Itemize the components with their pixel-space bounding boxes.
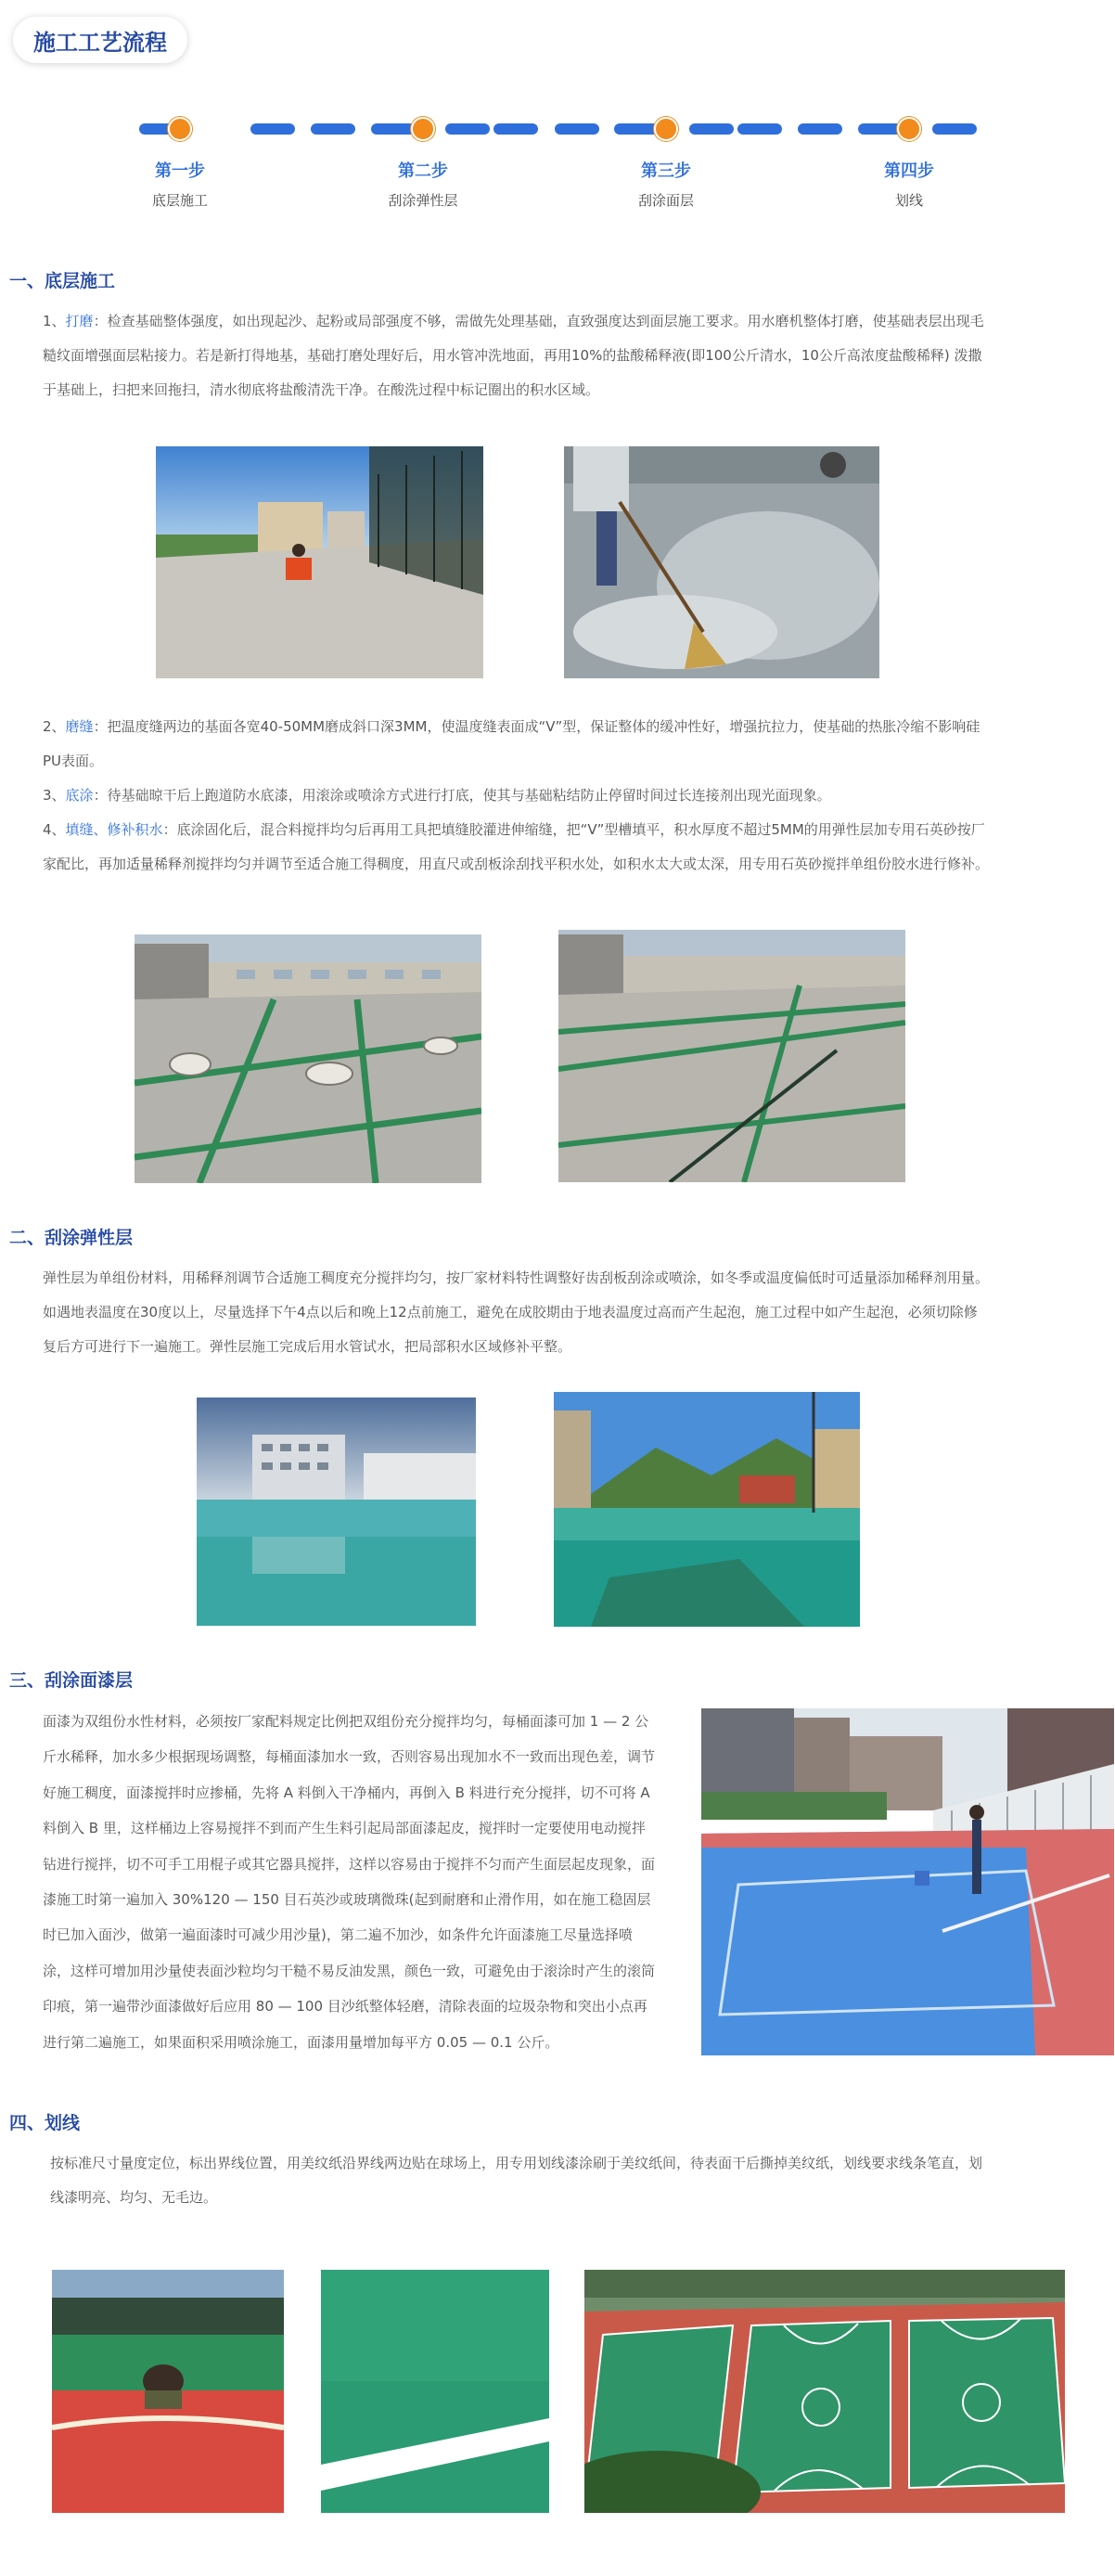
para-label: 填缝、修补积水 <box>65 821 163 838</box>
para-body: ：检查基础整体强度，如出现起沙、起粉或局部强度不够，需做先处理基础，直致强度达到面层施工要求。用水磨机整体打磨，使基础表层出现毛糙纹面增强面层粘接力。若是新打得地基，基础打磨处理好后，用水管冲洗地面，再用10%的盐酸稀释液(即100公斤清水，10公斤高浓度盐酸稀释) 泼撒于基础上，扫把来回拖扫，清水彻底将盐酸清洗干净。在酸洗过程中标记圈出的积水区域。 <box>43 313 984 398</box>
section-1-paragraph-2 <box>43 710 991 779</box>
timeline-dash <box>858 123 903 135</box>
step-3-subtitle: 刮涂面层 <box>637 192 694 209</box>
para-body: ：底涂固化后，混合料搅拌均匀后再用工具把填缝胶灌进伸缩缝，把“V”型槽填平，积水厚度不超过5MM的用弹性层加专用石英砂按厂家配比，再加适量稀释剂搅拌均匀并调节至适合施工得稠度，用直尺或刮板涂刮找平积水处，如积水太大或太深，用专用石英砂搅拌单组份胶水进行修补。 <box>43 821 990 872</box>
para-label: 打磨 <box>65 313 94 329</box>
section-1-title: 一、底层施工 <box>9 271 116 291</box>
para-label: 磨缝 <box>65 718 94 735</box>
step-4-title: 第四步 <box>884 161 934 181</box>
para-prefix: 3、 <box>43 787 66 804</box>
para-prefix: 2、 <box>43 718 66 735</box>
para-prefix: 4、 <box>43 821 66 838</box>
timeline-dash <box>445 123 490 135</box>
top-coat-photo <box>701 1708 1114 2055</box>
timeline-dash <box>932 123 977 135</box>
step-2-subtitle: 刮涂弹性层 <box>388 192 458 209</box>
timeline-dash <box>371 123 416 135</box>
section-3-paragraph: 面漆为双组份水性材料，必须按厂家配料规定比例把双组份充分搅拌均匀，每桶面漆可加 1 — 2 公斤水稀释，加水多少根据现场调整，每桶面漆加水一致，否则容易出现加水不一致而出现色差，调节好施工稠度，面漆搅拌时应掺桶，先将 A 料倒入干净桶内，再倒入 B 料进行充分搅拌，切不可将 A 料倒入 B 里，这样桶边上容易搅拌不到而产生生料引起局部面漆起皮，搅拌时一定要使用电动搅拌钻进行搅拌，切不可手工用棍子或其它器具搅拌，这样以容易由于搅拌不匀而产生面层起皮现象，面漆施工时第一遍加入 30%120 — 150 目石英沙或玻璃微珠(起到耐磨和止滑作用，如在施工稳固层时已加入面沙，做第一遍面漆时可减少用沙量)，第二遍不加沙，如条件允许面漆施工尽量选择喷涂，这样可增加用沙量使表面沙粒均匀干糙不易反油发黑，颜色一致，可避免由于滚涂时产生的滚筒印痕，第一遍带沙面漆做好后应用 80 — 100 目沙纸整体轻磨，清除表面的垃圾杂物和突出小点再进行第二遍施工，如果面积采用喷涂施工，面漆用量增加每平方 0.05 — 0.1 公斤。 <box>43 1713 656 2051</box>
crack-grinding-photo <box>135 934 481 1183</box>
elastic-layer-photo-1 <box>197 1397 476 1626</box>
para-body: ：把温度缝两边的基面各宽40-50MM磨成斜口深3MM，使温度缝表面成“V”型，保证整体的缓冲性好，增强抗拉力，使基础的热胀冷缩不影响硅PU表面。 <box>43 718 980 769</box>
elastic-layer-photo-2 <box>554 1392 860 1627</box>
para-label: 底涂 <box>65 787 94 804</box>
step-4-subtitle: 划线 <box>894 192 923 209</box>
step-3-dot <box>654 117 678 141</box>
line-marking-photo-2 <box>321 2270 549 2513</box>
timeline-dash <box>798 123 842 135</box>
section-1-paragraph-4 <box>43 813 991 882</box>
timeline-dash <box>493 123 538 135</box>
crack-filling-photo <box>558 930 905 1182</box>
timeline-dash <box>689 123 734 135</box>
finished-court-photo <box>584 2270 1065 2513</box>
acid-washing-photo <box>564 446 879 678</box>
para-prefix: 1、 <box>43 313 66 329</box>
section-4-paragraph: 按标准尺寸量度定位，标出界线位置，用美纹纸沿界线两边贴在球场上，用专用划线漆涂刷于美纹纸间，待表面干后撕掉美纹纸，划线要求线条笔直，划线漆明亮、均匀、无毛边。 <box>50 2155 983 2206</box>
step-1-title: 第一步 <box>155 161 205 181</box>
timeline-dash <box>250 123 295 135</box>
line-marking-photo-1 <box>52 2270 284 2513</box>
process-steps <box>139 116 974 218</box>
timeline-dash <box>737 123 782 135</box>
section-1-paragraph-3 <box>43 779 991 813</box>
step-4-dot <box>897 117 921 141</box>
section-4-title: 四、划线 <box>9 2113 81 2133</box>
step-1-subtitle: 底层施工 <box>151 192 208 209</box>
timeline-dash <box>614 123 659 135</box>
timeline-dash <box>311 123 355 135</box>
grinding-photo <box>156 446 483 678</box>
para-body: ：待基础晾干后上跑道防水底漆，用滚涂或喷涂方式进行打底，使其与基础粘结防止停留时间过长连接剂出现光面现象。 <box>93 787 831 804</box>
step-2-title: 第二步 <box>398 161 448 181</box>
step-1-dot <box>168 117 192 141</box>
section-2-title: 二、刮涂弹性层 <box>9 1228 134 1248</box>
timeline-dash <box>555 123 599 135</box>
section-1-paragraph-1 <box>43 304 991 407</box>
section-2-paragraph: 弹性层为单组份材料，用稀释剂调节合适施工稠度充分搅拌均匀，按厂家材料特性调整好齿刮板刮涂或喷涂，如冬季或温度偏低时可适量添加稀释剂用量。如遇地表温度在30度以上，尽量选择下午4点以后和晚上12点前施工，避免在成胶期由于地表温度过高而产生起泡，施工过程中如产生起泡，必须切除修复后方可进行下一遍施工。弹性层施工完成后用水管试水，把局部积水区域修补平整。 <box>43 1269 990 1355</box>
step-2-dot <box>411 117 435 141</box>
section-3-title: 三、刮涂面漆层 <box>9 1670 134 1691</box>
step-3-title: 第三步 <box>641 161 691 181</box>
page-title: 施工工艺流程 <box>13 17 187 63</box>
